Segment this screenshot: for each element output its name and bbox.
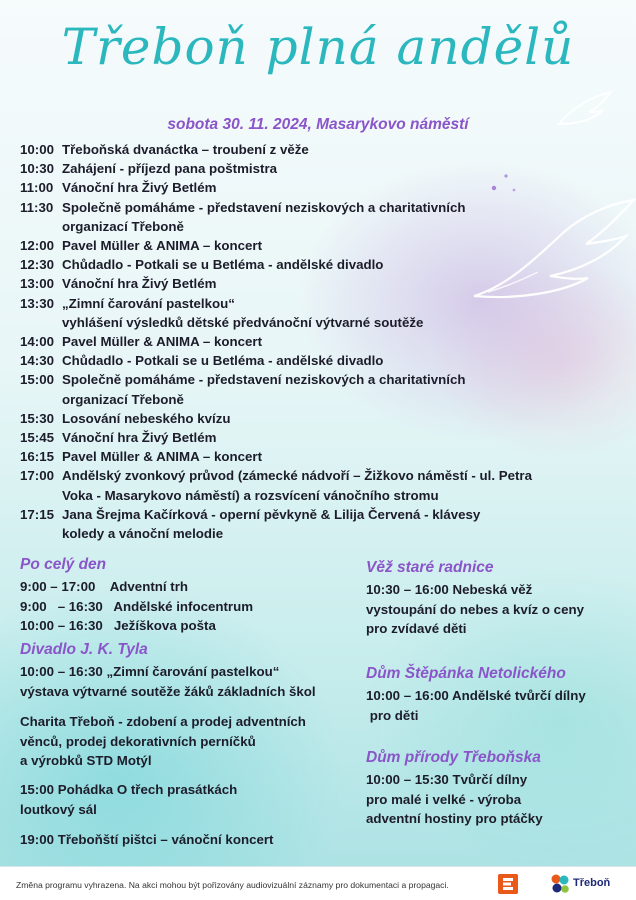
schedule-event: Losování nebeského kvízu bbox=[62, 410, 231, 426]
schedule-time: 12:30 bbox=[20, 257, 55, 273]
section-heading: Věž staré radnice bbox=[366, 559, 494, 576]
schedule-time: 17:00 bbox=[20, 468, 55, 484]
section-line: 19:00 Třeboňští pištci – vánoční koncert bbox=[20, 832, 274, 847]
schedule-row bbox=[20, 217, 580, 236]
page-title: Třeboň plná andělů bbox=[61, 18, 575, 76]
section-line: pro zvídavé děti bbox=[366, 621, 467, 636]
section-heading: Dům Štěpánka Netolického bbox=[366, 665, 566, 682]
section-line: 10:00 – 16:30 „Zimní čarování pastelkou“ bbox=[20, 664, 280, 679]
section-old-town-hall-tower bbox=[366, 558, 626, 639]
schedule-time: 15:00 bbox=[20, 372, 55, 388]
schedule-row bbox=[20, 274, 580, 293]
section-line: Charita Třeboň - zdobení a prodej adventních bbox=[20, 714, 306, 729]
schedule-event: Vánoční hra Živý Betlém bbox=[62, 430, 217, 446]
section-line: loutkový sál bbox=[20, 801, 97, 817]
section-line: a výrobků STD Motýl bbox=[20, 753, 152, 768]
section-line: 10:00 – 16:30 Ježíškova pošta bbox=[20, 618, 216, 633]
schedule-event: Pavel Müller & ANIMA – koncert bbox=[62, 449, 262, 465]
schedule-time bbox=[20, 524, 62, 543]
schedule-row bbox=[20, 140, 580, 159]
schedule-event: Pavel Müller & ANIMA – koncert bbox=[62, 334, 262, 350]
section-line: věnců, prodej dekorativních perníčků bbox=[20, 733, 256, 749]
schedule-row bbox=[20, 486, 580, 505]
schedule-event: Andělský zvonkový průvod (zámecké nádvoří – Žižkovo náměstí - ul. Petra bbox=[62, 468, 532, 484]
schedule-row bbox=[20, 294, 580, 313]
schedule-row bbox=[20, 351, 580, 370]
schedule-event: Pavel Müller & ANIMA – koncert bbox=[62, 238, 262, 254]
section-charity bbox=[20, 712, 360, 771]
section-line: 10:00 – 15:30 Tvůrčí dílny bbox=[366, 772, 528, 787]
section-line: 15:00 Pohádka O třech prasátkách bbox=[20, 782, 238, 797]
schedule-event: Chůdadlo - Potkali se u Betléma - andělské divadlo bbox=[62, 353, 384, 369]
schedule-event: Chůdadlo - Potkali se u Betléma - andělské divadlo bbox=[62, 257, 384, 273]
schedule-row bbox=[20, 466, 580, 485]
section-line: pro děti bbox=[366, 707, 419, 723]
schedule-time: 17:15 bbox=[20, 506, 55, 522]
schedule-event: Vánoční hra Živý Betlém bbox=[62, 180, 217, 196]
trebon-logo-text: Třeboň bbox=[573, 877, 611, 889]
section-line: 9:00 – 16:30 Andělské infocentrum bbox=[20, 598, 254, 614]
schedule-time: 14:00 bbox=[20, 334, 55, 350]
schedule-event: Jana Šrejma Kačírková - operní pěvkyně & Lilija Červená - klávesy bbox=[62, 506, 481, 522]
section-line: 9:00 – 17:00 Adventní trh bbox=[20, 579, 188, 594]
schedule-time bbox=[20, 313, 62, 332]
schedule-row bbox=[20, 255, 580, 274]
schedule-event: koledy a vánoční melodie bbox=[62, 526, 224, 542]
section-pipers-concert bbox=[20, 830, 360, 850]
schedule-list bbox=[20, 140, 580, 543]
schedule-time: 15:30 bbox=[20, 410, 55, 426]
schedule-time: 16:15 bbox=[20, 449, 55, 465]
schedule-event: Společně pomáháme - představení neziskových a charitativních bbox=[62, 199, 466, 215]
footer-note: Změna programu vyhrazena. Na akci mohou být pořizovány audiovizuální záznamy pro dokumentaci a propagaci. bbox=[16, 880, 449, 890]
schedule-row bbox=[20, 390, 580, 409]
schedule-time: 13:00 bbox=[20, 276, 55, 292]
schedule-row bbox=[20, 428, 580, 447]
section-all-day bbox=[20, 555, 360, 636]
schedule-row bbox=[20, 524, 580, 543]
schedule-time bbox=[20, 217, 62, 236]
schedule-row bbox=[20, 159, 580, 178]
footer bbox=[0, 866, 636, 900]
section-netolicky-house bbox=[366, 664, 626, 725]
section-line: 10:30 – 16:00 Nebeská věž bbox=[366, 582, 533, 597]
schedule-row bbox=[20, 313, 580, 332]
schedule-row bbox=[20, 447, 580, 466]
schedule-event: Zahájení - příjezd pana poštmistra bbox=[62, 161, 278, 177]
schedule-event: organizací Třeboně bbox=[62, 391, 184, 407]
section-puppet-show bbox=[20, 780, 360, 819]
schedule-time: 14:30 bbox=[20, 353, 55, 369]
schedule-time: 13:30 bbox=[20, 295, 55, 311]
section-line: 10:00 – 16:00 Andělské tvůrčí dílny bbox=[366, 688, 586, 703]
trebon-logo-icon bbox=[549, 872, 571, 896]
schedule-row bbox=[20, 178, 580, 197]
schedule-time bbox=[20, 390, 62, 409]
schedule-event: „Zimní čarování pastelkou“ bbox=[62, 295, 235, 311]
schedule-row bbox=[20, 505, 580, 524]
schedule-time: 11:30 bbox=[20, 199, 54, 215]
schedule-row bbox=[20, 409, 580, 428]
schedule-event: vyhlášení výsledků dětské předvánoční výtvarné soutěže bbox=[62, 314, 424, 330]
schedule-event: Vánoční hra Živý Betlém bbox=[62, 276, 217, 292]
section-theatre bbox=[20, 640, 360, 701]
schedule-event: Voka - Masarykovo náměstí) a rozsvícení vánočního stromu bbox=[62, 487, 439, 503]
section-heading: Dům přírody Třeboňska bbox=[366, 749, 541, 766]
schedule-time: 10:30 bbox=[20, 161, 55, 177]
section-heading: Divadlo J. K. Tyla bbox=[20, 641, 148, 658]
event-date-place: sobota 30. 11. 2024, Masarykovo náměstí bbox=[167, 116, 469, 133]
schedule-event: organizací Třeboně bbox=[62, 218, 184, 234]
section-line: vystoupání do nebes a kvíz o ceny bbox=[366, 601, 584, 617]
section-line: pro malé i velké - výroba bbox=[366, 791, 522, 807]
section-line: adventní hostiny pro ptáčky bbox=[366, 811, 543, 826]
schedule-row bbox=[20, 198, 580, 217]
section-line: výstava výtvarné soutěže žáků základních škol bbox=[20, 683, 316, 699]
schedule-time: 15:45 bbox=[20, 430, 55, 446]
schedule-event: Třeboňská dvanáctka – troubení z věže bbox=[62, 142, 309, 157]
schedule-row bbox=[20, 370, 580, 389]
schedule-time: 10:00 bbox=[20, 142, 55, 157]
schedule-row bbox=[20, 236, 580, 255]
schedule-row bbox=[20, 332, 580, 351]
schedule-time: 11:00 bbox=[20, 180, 54, 196]
cez-logo-icon bbox=[498, 874, 518, 894]
schedule-time bbox=[20, 486, 62, 505]
section-nature-house bbox=[366, 748, 626, 829]
schedule-time: 12:00 bbox=[20, 238, 55, 254]
section-heading: Po celý den bbox=[20, 556, 107, 573]
schedule-event: Společně pomáháme - představení neziskových a charitativních bbox=[62, 372, 466, 388]
